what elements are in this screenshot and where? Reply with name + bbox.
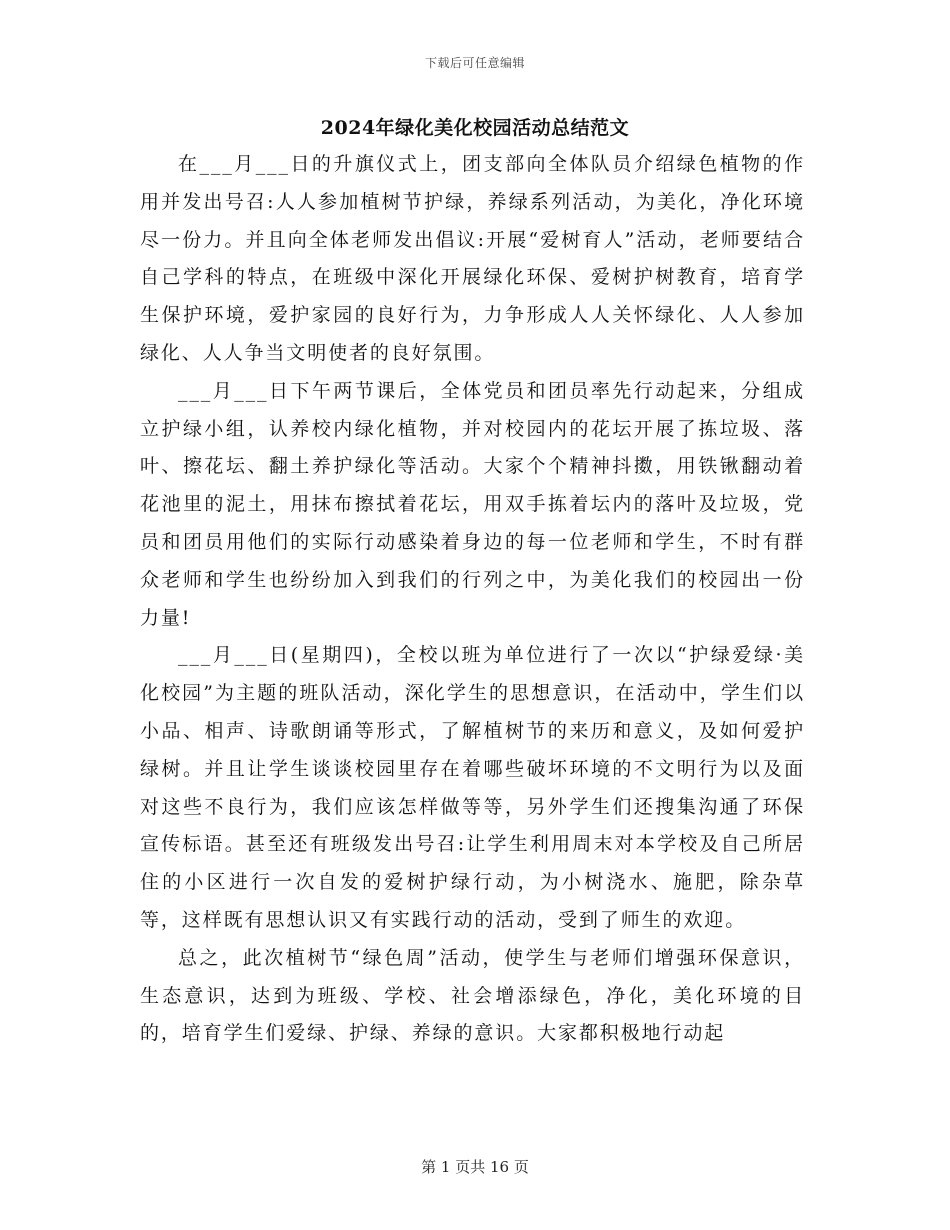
document-title: 2024年绿化美化校园活动总结范文	[320, 117, 630, 139]
paragraph: 在___月___日的升旗仪式上，团支部向全体队员介绍绿色植物的作用并发出号召:人人参加植树节护绿，养绿系列活动，为美化，净化环境尽一份力。并且向全体老师发出倡议:开展“爱树育人”活动，老师要结合自己学科的特点，在班级中深化开展绿化环保、爱树护树教育，培育学生保护环境，爱护家园的良好行为，力争形成人人关怀绿化、人人参加绿化、人人争当文明使者的良好氛围。	[140, 153, 805, 364]
page-header-note: 下载后可任意编辑	[424, 56, 525, 70]
paragraph: ___月___日下午两节课后，全体党员和团员率先行动起来，分组成立护绿小组，认养校内绿化植物，并对校园内的花坛开展了拣垃圾、落叶、擦花坛、翻土养护绿化等活动。大家个个精神抖擞，用铁锹翻动着花池里的泥土，用抹布擦拭着花坛，用双手拣着坛内的落叶及垃圾，党员和团员用他们的实际行动感染着身边的每一位老师和学生，不时有群众老师和学生也纷纷加入到我们的行列之中，为美化我们的校园出一份力量!	[140, 379, 805, 629]
paragraph: 总之，此次植树节“绿色周”活动，使学生与老师们增强环保意识，生态意识，达到为班级、学校、社会增添绿色，净化，美化环境的目的，培育学生们爱绿、护绿、养绿的意识。大家都积极地行动起	[140, 946, 805, 1045]
paragraph: ___月___日(星期四)，全校以班为单位进行了一次以“护绿爱绿·美化校园”为主题的班队活动，深化学生的思想意识，在活动中，学生们以小品、相声、诗歌朗诵等形式，了解植树节的来历和意义，及如何爱护绿树。并且让学生谈谈校园里存在着哪些破坏环境的不文明行为以及面对这些不良行为，我们应该怎样做等等，另外学生们还搜集沟通了环保宣传标语。甚至还有班级发出号召:让学生利用周末对本学校及自己所居住的小区进行一次自发的爱树护绿行动，为小树浇水、施肥，除杂草等，这样既有思想认识又有实践行动的活动，受到了师生的欢迎。	[140, 644, 805, 931]
page-number: 第 1 页共 16 页	[421, 1158, 529, 1176]
document-body	[140, 146, 805, 1053]
